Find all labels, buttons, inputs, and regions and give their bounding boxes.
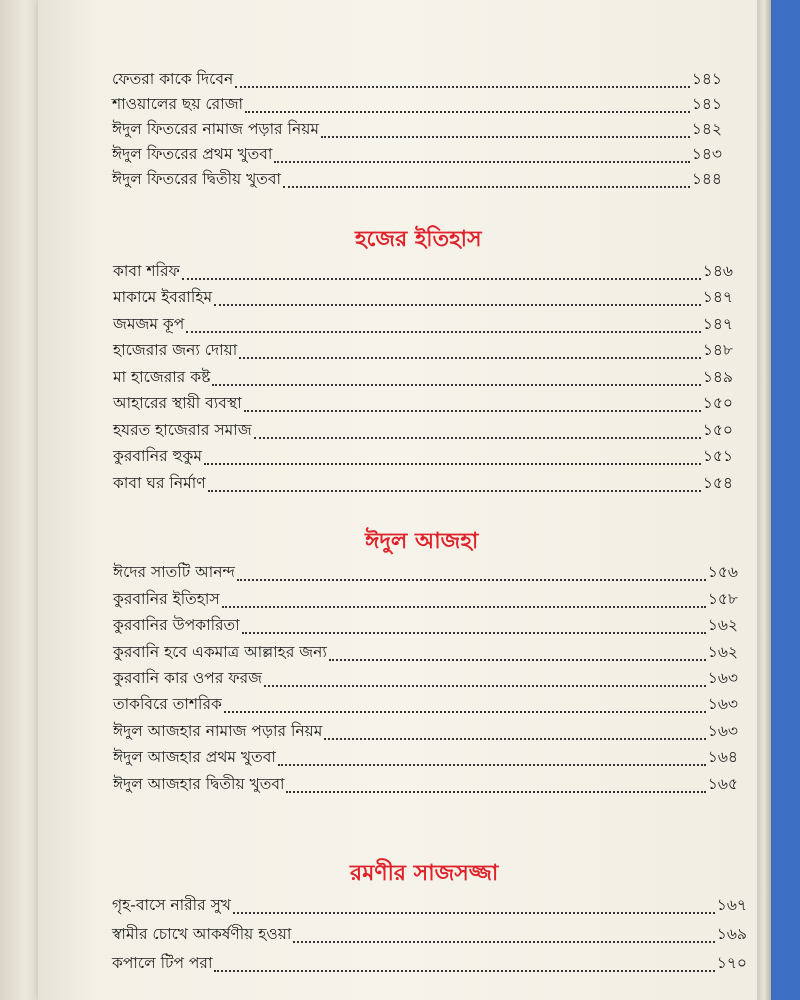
section-heading-hajj-history: হজের ইতিহাস <box>355 227 482 252</box>
toc-entry-title: হাজেরার জন্য দোয়া <box>113 341 238 359</box>
toc-entry-title: মাকামে ইবরাহিম <box>113 288 213 306</box>
toc-entry-title: হযরত হাজেরার সমাজ <box>113 420 252 439</box>
dot-leader <box>182 277 701 280</box>
toc-entry-page: ১৬৩ <box>707 721 738 740</box>
toc-entry <box>112 143 722 168</box>
toc-entry-page: ১৫৪ <box>702 473 733 492</box>
toc-entry <box>112 919 747 948</box>
toc-entry-title: স্বামীর চোখে আকর্ষণীয় হওয়া <box>112 925 292 943</box>
dot-leader <box>233 911 715 914</box>
dot-leader <box>278 763 706 766</box>
dot-leader <box>254 436 701 439</box>
toc-entry-title: কুরবানি হবে একমাত্র আল্লাহর জন্য <box>113 642 327 661</box>
toc-entry-title: কাবা শরিফ <box>113 261 180 280</box>
toc-entry <box>113 258 733 285</box>
toc-entry-page: ১৪৬ <box>702 261 733 280</box>
toc-entry-title: ঈদুল ফিতরের নামাজ পড়ার নিয়ম <box>112 120 319 138</box>
dot-leader <box>208 489 701 492</box>
dot-leader <box>321 135 690 138</box>
toc-entry-page: ১৪৩ <box>691 145 722 163</box>
book-gutter <box>0 0 40 1000</box>
toc-entry-title: কাবা ঘর নির্মাণ <box>113 473 206 492</box>
toc-entry-page: ১৫০ <box>702 394 733 412</box>
toc-entry-page: ১৪৭ <box>702 314 733 333</box>
dot-leader <box>186 330 701 333</box>
toc-entry <box>113 771 738 797</box>
toc-entry <box>113 639 738 665</box>
toc-entry-page: ১৫১ <box>702 447 733 465</box>
toc-entry-page: ১৬৫ <box>707 774 738 793</box>
toc-entry <box>113 613 738 639</box>
toc-entry-page: ১৬২ <box>707 642 738 661</box>
toc-entry-page: ১৪৮ <box>702 341 733 359</box>
toc-entry-title: কুরবানির উপকারিতা <box>113 616 240 635</box>
dot-leader <box>242 631 706 634</box>
toc-entry <box>112 890 747 919</box>
toc-entry-title: ফেতরা কাকে দিবেন <box>112 70 234 88</box>
toc-entry <box>113 692 738 718</box>
toc-entry-page: ১৬৪ <box>707 748 738 767</box>
toc-entry <box>113 311 733 338</box>
toc-entry-page: ১৫৬ <box>707 563 738 582</box>
toc-entry-page: ১৫৮ <box>707 589 738 608</box>
toc-entry-title: আহারের স্থায়ী ব্যবস্থা <box>113 394 242 412</box>
dot-leader <box>244 409 701 412</box>
toc-entry <box>112 118 722 143</box>
toc-entry-page: ১৬৯ <box>716 925 747 943</box>
toc-entry <box>113 586 738 612</box>
toc-entry-title: কুরবানির ইতিহাস <box>113 589 220 608</box>
toc-entry-title: কুরবানির হুকুম <box>113 447 202 465</box>
toc-entry-title: ঈদুল আজহার দ্বিতীয় খুতবা <box>113 774 285 793</box>
section-heading-womens-adornment: রমণীর সাজসজ্জা <box>350 861 499 886</box>
toc-entry <box>112 168 722 193</box>
toc-entry-page: ১৬৭ <box>716 896 747 914</box>
toc-entry <box>113 364 733 391</box>
toc-entry <box>113 338 733 365</box>
toc-section-eid-fitr <box>112 68 722 193</box>
toc-entry <box>112 93 722 118</box>
dot-leader <box>245 110 690 113</box>
toc-entry-title: জমজম কূপ <box>113 314 185 333</box>
toc-entry-title: ঈদুল আজহার প্রথম খুতবা <box>113 748 276 767</box>
dot-leader <box>224 710 706 713</box>
toc-entry-page: ১৬২ <box>707 616 738 635</box>
toc-entry-page: ১৪৪ <box>691 170 722 188</box>
toc-entry <box>113 470 733 497</box>
toc-section-hajj-history <box>113 258 733 497</box>
toc-entry-page: ১৬৩ <box>707 695 738 714</box>
toc-section-eid-adha <box>113 560 738 798</box>
toc-entry-title: শাওয়ালের ছয় রোজা <box>112 95 244 113</box>
dot-leader <box>239 356 701 359</box>
toc-entry-page: ১৪১ <box>691 95 722 113</box>
dot-leader <box>222 605 706 608</box>
toc-entry-page: ১৪৭ <box>702 288 733 306</box>
toc-entry-title: ঈদুল ফিতরের প্রথম খুতবা <box>112 145 273 163</box>
toc-entry-title: তাকবিরে তাশরিক <box>113 695 222 714</box>
toc-entry-title: গৃহ-বাসে নারীর সুখ <box>112 896 231 914</box>
dot-leader <box>214 969 714 972</box>
dot-leader <box>237 578 706 581</box>
toc-entry-page: ১৫০ <box>702 420 733 439</box>
toc-entry <box>113 444 733 471</box>
dot-leader <box>264 684 706 687</box>
toc-entry <box>113 745 738 771</box>
toc-entry <box>113 666 738 692</box>
dot-leader <box>329 658 706 661</box>
toc-entry <box>113 560 738 586</box>
page-edge <box>757 0 771 1000</box>
toc-entry-title: ঈদুল আজহার নামাজ পড়ার নিয়ম <box>113 721 323 740</box>
toc-entry-page: ১৪২ <box>691 120 722 138</box>
toc-entry-title: মা হাজেরার কষ্ট <box>113 367 211 386</box>
toc-entry <box>113 417 733 444</box>
toc-entry-title: ঈদুল ফিতরের দ্বিতীয় খুতবা <box>112 170 282 188</box>
dot-leader <box>283 185 690 188</box>
dot-leader <box>204 462 701 465</box>
dot-leader <box>286 790 705 793</box>
toc-entry-title: কুরবানি কার ওপর ফরজ <box>113 668 263 687</box>
toc-entry-page: ১৬৩ <box>707 668 738 687</box>
section-heading-eid-adha: ঈদুল আজহা <box>365 529 479 554</box>
dot-leader <box>274 160 689 163</box>
toc-entry-page: ১৪৯ <box>702 367 733 386</box>
toc-entry <box>112 948 747 977</box>
dot-leader <box>324 737 705 740</box>
dot-leader <box>214 303 701 306</box>
toc-entry-page: ১৭০ <box>716 954 747 972</box>
toc-entry <box>113 391 733 418</box>
dot-leader <box>235 85 690 88</box>
toc-entry-title: কপালে টিপ পরা <box>112 954 213 972</box>
toc-entry-page: ১৪১ <box>691 70 722 88</box>
dot-leader <box>212 383 700 386</box>
toc-entry <box>113 285 733 312</box>
toc-entry <box>113 718 738 744</box>
toc-entry <box>112 68 722 93</box>
dot-leader <box>293 940 714 943</box>
toc-section-womens-adornment <box>112 890 747 977</box>
toc-entry-title: ঈদের সাতটি আনন্দ <box>113 563 235 582</box>
